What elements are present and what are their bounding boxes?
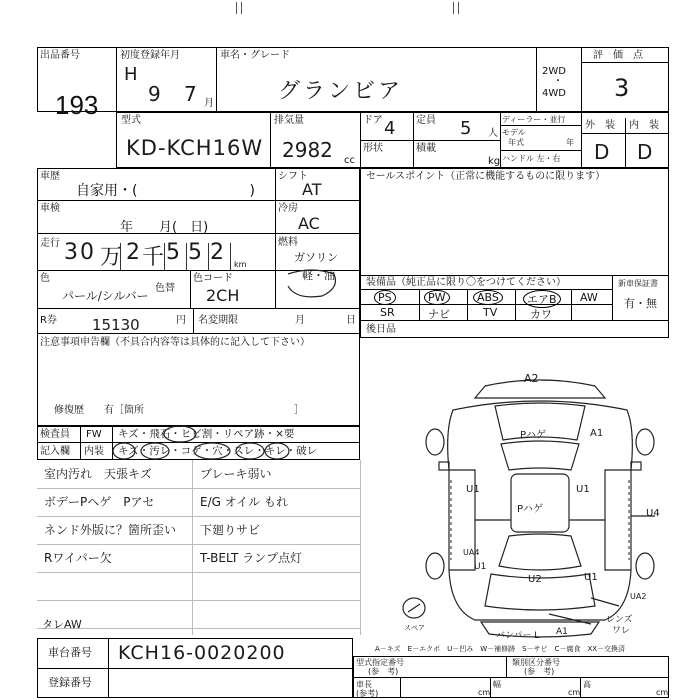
diag-lens: レンズ xyxy=(606,615,633,625)
color-value: パール/シルバー xyxy=(62,289,149,303)
type-value: KD-KCH16W xyxy=(126,136,264,160)
note-4: ネンド外版に？箇所歪い xyxy=(44,523,177,537)
legend-codes: A－キズ E－エクボ U－凹み W－補修跡 S－サビ C－腐食 XX－交換済 xyxy=(375,645,626,653)
lot-label: 出品番号 xyxy=(40,50,80,61)
diag-u1-mid: U1 xyxy=(576,484,590,495)
mileage-d2: 万 xyxy=(100,245,123,270)
capacity-value: 5 xyxy=(460,118,472,139)
dim-label2: 類別区分番号 xyxy=(512,658,560,667)
drive-dot: ・ xyxy=(553,76,563,87)
diag-ua4: UA4 xyxy=(463,548,480,557)
equip-leather: カワ xyxy=(530,308,552,321)
displacement-value: 2982 xyxy=(282,138,333,162)
exterior-label: 外 装 xyxy=(585,120,615,131)
model-year-label: モデル xyxy=(502,128,526,137)
drive-4wd: 4WD xyxy=(542,88,566,99)
mileage-d5: 5 xyxy=(166,240,180,265)
diag-spare: スペア xyxy=(404,624,425,632)
diag-bumper: バンパー L xyxy=(496,631,540,641)
equip-sr: SR xyxy=(380,306,395,319)
diag-phege-roof: Pハゲ xyxy=(517,504,544,515)
mileage-d3: 2 xyxy=(126,240,140,265)
limit-month: 月 xyxy=(295,315,305,326)
recycle-label: R券 xyxy=(40,315,57,326)
ac-label: 冷房 xyxy=(278,203,298,214)
mileage-d1: 0 xyxy=(80,240,94,265)
height-label: 高 xyxy=(583,680,591,689)
interior-grade: D xyxy=(637,140,653,164)
diag-lens-sub: ワレ xyxy=(612,626,631,636)
shift-label: シフト xyxy=(278,171,308,182)
diag-u2: U2 xyxy=(528,574,542,585)
cm-2: cm xyxy=(568,688,581,697)
shift-value: AT xyxy=(302,180,322,199)
inspector-row1: キズ・飛石・ヒビ割・リペア跡・×要 xyxy=(118,428,295,440)
registration-limit-label: 名変期限 xyxy=(198,315,238,326)
cm-1: cm xyxy=(478,688,491,697)
person-unit: 人 xyxy=(488,128,498,139)
model-name: グランビア xyxy=(278,79,404,104)
repair-label: 修復歴 有［箇所 ］ xyxy=(54,405,304,416)
note-7: T-BELT ランプ点灯 xyxy=(200,551,303,565)
tick-left xyxy=(236,2,242,14)
score: 3 xyxy=(614,74,630,102)
after-date-label: 後日品 xyxy=(366,324,396,335)
fuel-circle xyxy=(282,264,342,304)
mileage-d6: 5 xyxy=(188,240,202,265)
exterior-grade: D xyxy=(594,140,610,164)
fuel-label: 燃料 xyxy=(278,237,298,248)
tick-right xyxy=(453,2,459,14)
recycle-value: 15130 xyxy=(92,316,140,334)
cc-unit: cc xyxy=(344,155,355,166)
notes-label: 注意事項申告欄（不具合内容等は具体的に記入して下さい） xyxy=(40,337,310,348)
diag-u4: U4 xyxy=(646,508,660,519)
first-reg-label: 初度登録年月 xyxy=(120,50,180,61)
load-label: 積載 xyxy=(416,143,436,154)
width-label: 幅 xyxy=(493,680,501,689)
capacity-label: 定員 xyxy=(416,115,436,126)
score-label: 評 価 点 xyxy=(593,50,643,61)
diag-a1: A1 xyxy=(590,428,604,439)
mileage-d4: 千 xyxy=(142,245,165,270)
inspector-row2: キズ・汚レ・コゲ・穴・スレ・キレ・破レ xyxy=(118,445,318,457)
bottom-note: タレAW xyxy=(42,618,82,631)
equip-pw xyxy=(424,290,450,305)
ac-value: AC xyxy=(298,214,320,233)
note-6: Rワイパー欠 xyxy=(44,551,112,565)
equip-ps xyxy=(374,290,396,305)
warranty-label: 新車保証書 xyxy=(618,279,658,288)
note-0: 室内汚れ 天張キズ xyxy=(44,467,152,481)
drive-2wd: 2WD xyxy=(542,66,566,77)
inspection-label: 車検 xyxy=(40,203,60,214)
equip-aw: AW xyxy=(580,291,598,304)
spare-tire-icon xyxy=(400,596,428,624)
dim-label2b: (参 考) xyxy=(524,667,555,676)
note-5: 下廻りサビ xyxy=(200,523,261,537)
limit-day: 日 xyxy=(346,315,356,326)
doors-value: 4 xyxy=(384,118,396,139)
model-name-label: 車名・グレード xyxy=(220,50,290,61)
equipment-label: 装備品（純正品に限り〇をつけてください） xyxy=(366,277,566,288)
interior-label: 内 装 xyxy=(629,120,659,131)
doors-label: ドア xyxy=(363,115,383,126)
reg-month: 7 xyxy=(184,82,197,106)
type-label: 型式 xyxy=(121,115,141,126)
equip-navi: ナビ xyxy=(428,308,450,321)
note-1: ブレーキ弱い xyxy=(200,467,272,481)
chassis-value: KCH16-0020200 xyxy=(118,642,286,664)
note-3: E/G オイル もれ xyxy=(200,495,288,509)
kg-unit: kg xyxy=(488,156,501,167)
history-label: 車歴 xyxy=(40,171,60,182)
fw-label: FW xyxy=(86,429,102,440)
warranty-value: 有・無 xyxy=(624,297,657,310)
color-change-label: 色替 xyxy=(155,283,175,294)
equip-pw-label: PW xyxy=(424,290,450,305)
month-unit: 月 xyxy=(204,98,214,109)
km-unit: km xyxy=(234,260,247,269)
diag-a2: A2 xyxy=(524,372,539,385)
dim-label1: 型式指定番号 xyxy=(356,658,404,667)
handle-label: ハンドル 左・右 xyxy=(502,154,561,163)
mileage-label: 走行 xyxy=(40,238,60,249)
cm-3: cm xyxy=(656,688,669,697)
equip-tv: TV xyxy=(483,306,498,319)
color-label: 色 xyxy=(40,273,50,284)
lot-number: 193 xyxy=(55,90,99,120)
equip-airbag-label: エアB xyxy=(523,290,561,308)
diag-a1-bottom: A1 xyxy=(556,627,568,637)
inspection-value: 年 月( 日) xyxy=(120,220,209,235)
year-unit: 年 xyxy=(566,138,574,147)
note-2: ボデーPヘゲ Pアセ xyxy=(44,495,155,509)
length-label: 車長 (参考) xyxy=(356,680,379,698)
inspector-label: 検査員 xyxy=(40,429,70,440)
sales-points-label: セールスポイント（正常に機能するものに限ります） xyxy=(366,171,606,182)
interior-legend-label: 内装 xyxy=(84,446,104,457)
diag-u1-rear: U1 xyxy=(584,572,598,583)
dim-label1b: (参 考) xyxy=(368,667,399,676)
mileage-d0: 3 xyxy=(64,240,78,265)
reg-number-label: 登録番号 xyxy=(48,676,92,689)
chassis-label: 車台番号 xyxy=(48,646,92,659)
color-code-value: 2CH xyxy=(206,286,240,305)
equip-abs-label: ABS xyxy=(473,290,503,305)
diag-u1-lower: U1 xyxy=(474,562,487,572)
dealer-label: ディーラー・並行 xyxy=(502,115,566,124)
model-year-label2: 年式 xyxy=(508,138,524,147)
diag-u1-left: U1 xyxy=(466,484,480,495)
equip-abs xyxy=(473,290,503,305)
shape-label: 形状 xyxy=(363,143,383,154)
yen-unit: 円 xyxy=(176,315,186,326)
inspector-marks xyxy=(112,424,362,462)
legend-label: 記入欄 xyxy=(40,446,70,457)
displacement-label: 排気量 xyxy=(274,115,304,126)
diag-phege-front: Pハゲ xyxy=(520,430,547,441)
fuel-gasoline: ガソリン xyxy=(294,251,338,264)
reg-year: 9 xyxy=(148,82,161,106)
diag-ua2: UA2 xyxy=(630,592,647,601)
reg-era: H xyxy=(124,64,138,85)
fuel-diesel: 軽・油 xyxy=(302,269,335,282)
mileage-d7: 2 xyxy=(210,240,224,265)
history-value: 自家用・( ) xyxy=(76,183,255,199)
equip-ps-label: PS xyxy=(374,290,396,305)
color-code-label: 色コード xyxy=(193,273,233,284)
